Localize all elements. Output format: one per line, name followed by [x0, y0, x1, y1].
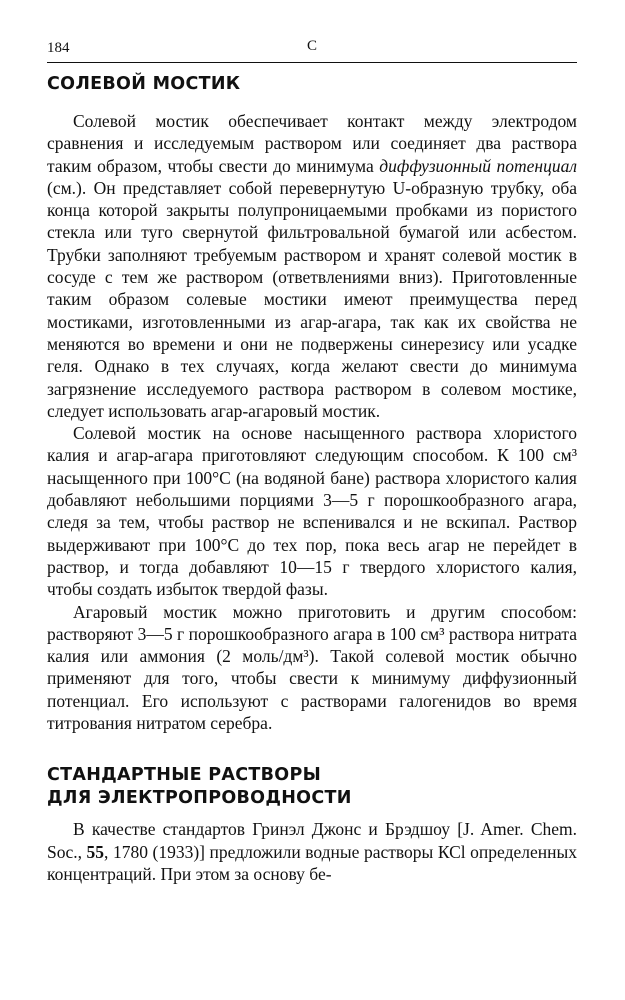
- paragraph-salt-bridge-intro: [47, 110, 577, 422]
- section-heading-conductivity-standards: [47, 764, 577, 810]
- running-head-letter: С: [306, 38, 317, 54]
- section-heading-salt-bridge: СОЛЕВОЙ МОСТИК: [47, 74, 241, 94]
- heading-line: СТАНДАРТНЫЕ РАСТВОРЫ: [47, 765, 322, 786]
- header-rule: [47, 62, 577, 63]
- heading-line: ДЛЯ ЭЛЕКТРОПРОВОДНОСТИ: [47, 788, 352, 809]
- paragraph-kcl-agar: Солевой мостик на основе насыщенного раствора хлористого калия и агар-агара приготовляют следующим способом. К 100 см³ насыщенного при 100°С (на водяной бане) раствора хлористого калия добавляют небольшими порциями 3—5 г порошкообразного агара, следя за тем, чтобы раствор не вспенивался и не вскипал. Раствор выдерживают при 100°С до тех пор, пока весь агар не перейдет в раствор, и тогда добавляют 10—15 г твердого хлористого калия, чтобы создать избыток твердой фазы.: [47, 423, 577, 600]
- paragraph-text: Солевой мостик обеспечивает контакт между электродом сравнения и исследуемым раствором или соединяет два раствора таким образом, чтобы свести до минимума: [47, 111, 577, 176]
- paragraph-agar-nitrate: Агаровый мостик можно приготовить и другим способом: растворяют 3—5 г порошкообразного агара в 100 см³ раствора нитрата калия или аммония (2 моль/дм³). Такой солевой мостик обычно применяют для того, чтобы свести к минимуму диффузионный потенциал. Его используют с растворами галогенидов во время титрования нитратом серебра.: [47, 601, 577, 734]
- paragraph-text: (см.). Он представляет собой перевернутую U-образную трубку, оба конца которой закрыты полупроницаемыми пробками из пористого стекла или туго свернутой фильтровальной бумагой или асбестом. Трубки заполняют требуемым раствором и хранят солевой мостик в сосуде с тем же раствором (ответвлениями вниз). Приготовленные таким образом солевые мостики имеют преимущества перед мостиками, изготовленными из агар-агара, так как их свойства не меняются во времени и они не подвержены синерезису или усадке геля. Однако в тех случаях, когда желают свести до минимума загрязнение исследуемого раствора раствором в солевом мостике, следует использовать агар-агаровый мостик.: [47, 177, 577, 421]
- paragraph-text: , 1780 (1933)] предложили водные растворы КСl определенных концентраций. При этом за основу бе-: [47, 841, 577, 884]
- italic-term: диффузионный потенциал: [379, 155, 577, 176]
- running-head: [47, 34, 577, 62]
- paragraph-text: В качестве стандартов Гринэл Джонс и Брэдшоу [J. Amer. Chem. Soc.,: [47, 819, 577, 862]
- page-number: 184: [47, 40, 70, 56]
- document-page: [47, 34, 577, 885]
- bold-volume: 55: [86, 841, 105, 862]
- paragraph-conductivity-standards: [47, 818, 577, 885]
